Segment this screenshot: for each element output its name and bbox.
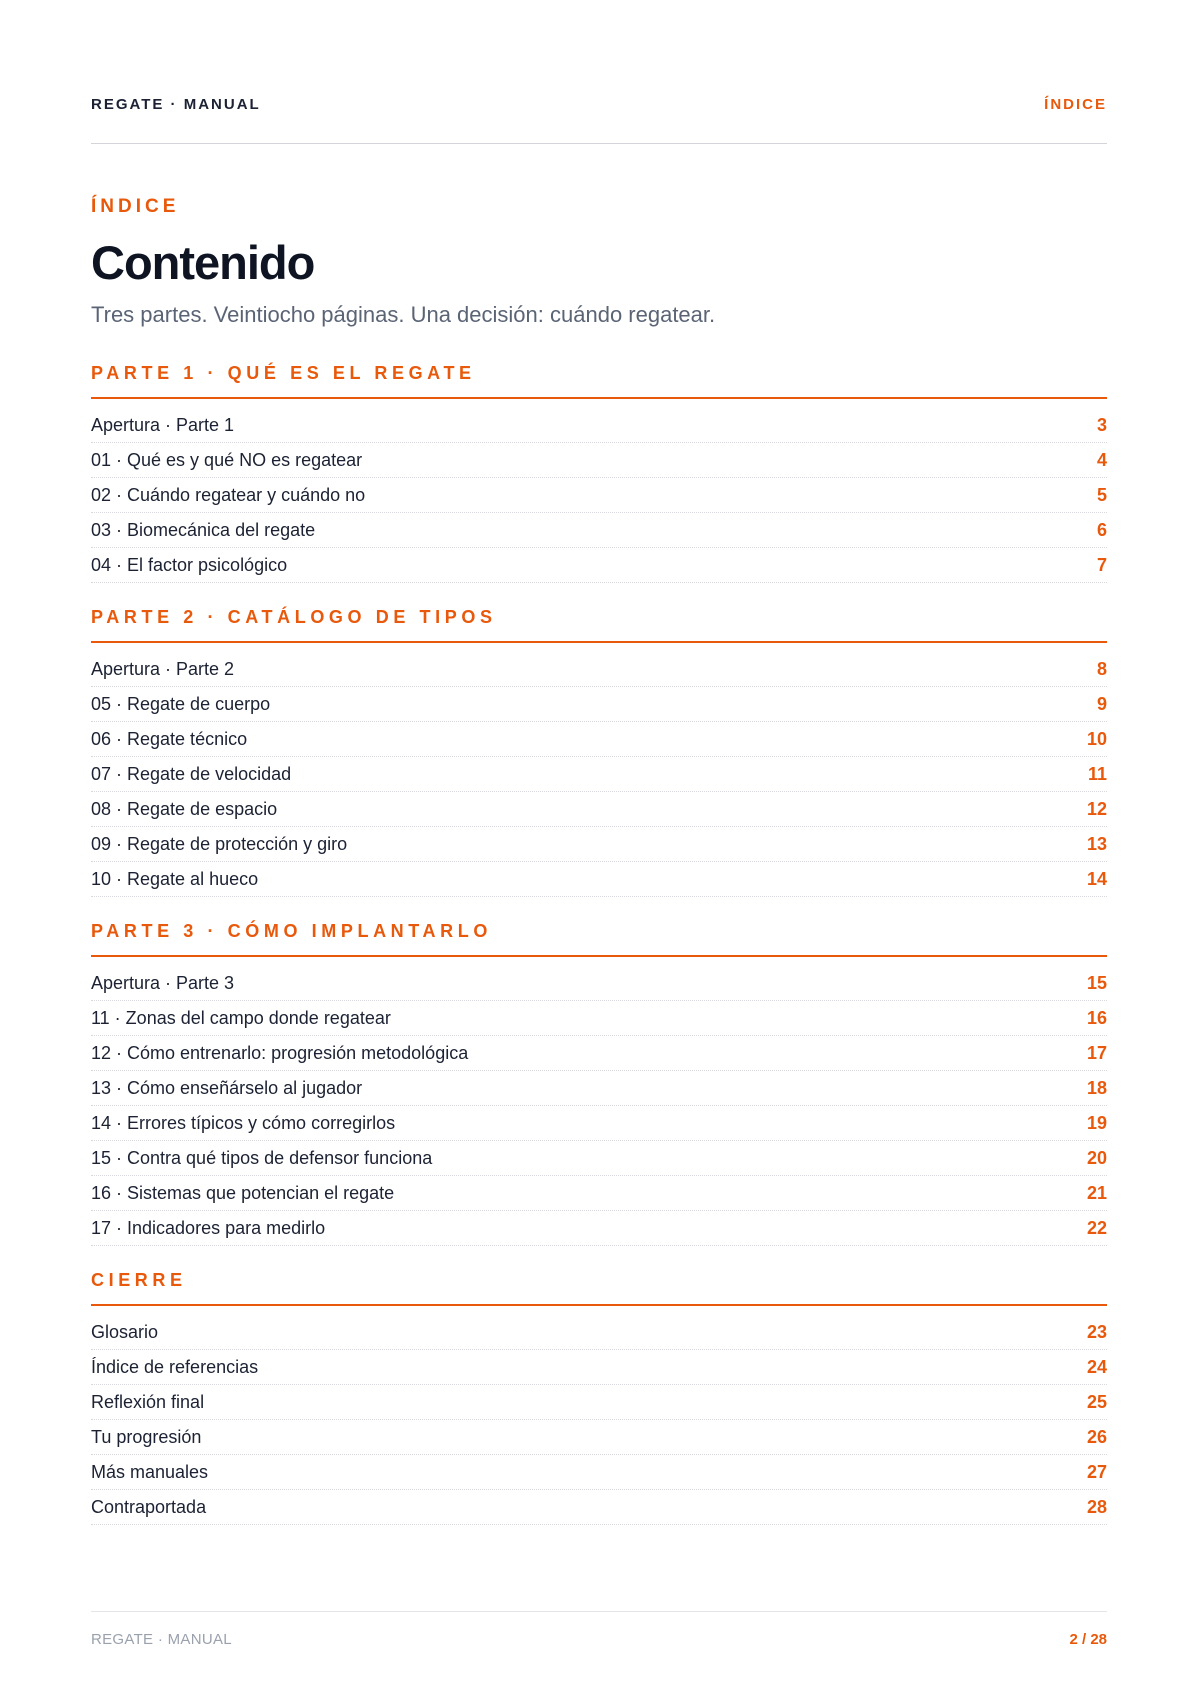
document-page	[91, 0, 1107, 1685]
page-number: 2 / 28	[1069, 1631, 1107, 1648]
table-of-contents	[91, 360, 1107, 1546]
toc-entry-label: Glosario	[91, 1321, 159, 1342]
toc-entry-page-number: 3	[1096, 414, 1107, 435]
toc-entry[interactable]	[91, 1036, 1107, 1071]
toc-entry-label: Tu progresión	[91, 1426, 202, 1447]
header-document-title: REGATE · MANUAL	[91, 95, 261, 113]
toc-entry-page-number: 24	[1086, 1356, 1107, 1377]
toc-entry-page-number: 7	[1096, 554, 1107, 575]
toc-section-heading: PARTE 2 · CATÁLOGO DE TIPOS	[91, 604, 1107, 643]
toc-entry-page-number: 19	[1086, 1112, 1107, 1133]
running-header	[91, 94, 1107, 114]
toc-entry-label: 02 · Cuándo regatear y cuándo no	[91, 484, 366, 505]
toc-entry-label: Apertura · Parte 2	[91, 658, 235, 679]
toc-entry-page-number: 11	[1087, 763, 1107, 784]
toc-entry-label: Contraportada	[91, 1496, 207, 1517]
toc-entry[interactable]	[91, 687, 1107, 722]
toc-entry[interactable]	[91, 1001, 1107, 1036]
toc-entry-page-number: 18	[1086, 1077, 1107, 1098]
toc-section	[91, 360, 1107, 583]
toc-entry[interactable]	[91, 722, 1107, 757]
toc-entry[interactable]	[91, 652, 1107, 687]
toc-entry[interactable]	[91, 513, 1107, 548]
page-eyebrow: ÍNDICE	[91, 196, 180, 217]
toc-entry-page-number: 9	[1096, 693, 1107, 714]
toc-entry-label: 07 · Regate de velocidad	[91, 763, 292, 784]
toc-entry-label: 04 · El factor psicológico	[91, 554, 288, 575]
toc-entry[interactable]	[91, 966, 1107, 1001]
toc-entry-page-number: 10	[1086, 728, 1107, 749]
toc-entry-page-number: 14	[1086, 868, 1107, 889]
toc-entry-page-number: 4	[1096, 449, 1107, 470]
toc-entry-label: Más manuales	[91, 1461, 209, 1482]
toc-entry-label: 12 · Cómo entrenarlo: progresión metodológica	[91, 1042, 469, 1063]
toc-entry[interactable]	[91, 1211, 1107, 1246]
toc-section	[91, 1267, 1107, 1525]
toc-section	[91, 604, 1107, 897]
toc-entry-label: 08 · Regate de espacio	[91, 798, 278, 819]
toc-entry-label: Reflexión final	[91, 1391, 205, 1412]
toc-entry-page-number: 27	[1086, 1461, 1107, 1482]
toc-entry[interactable]	[91, 1071, 1107, 1106]
toc-entry[interactable]	[91, 478, 1107, 513]
toc-entry[interactable]	[91, 1420, 1107, 1455]
header-section-name: ÍNDICE	[1044, 95, 1107, 113]
toc-entry[interactable]	[91, 1106, 1107, 1141]
toc-entry-page-number: 6	[1096, 519, 1107, 540]
footer-divider	[91, 1611, 1107, 1612]
toc-entry-label: Apertura · Parte 1	[91, 414, 235, 435]
toc-entry-label: Apertura · Parte 3	[91, 972, 235, 993]
toc-entry-page-number: 17	[1086, 1042, 1107, 1063]
toc-entry[interactable]	[91, 1350, 1107, 1385]
toc-entry[interactable]	[91, 1176, 1107, 1211]
toc-entry[interactable]	[91, 443, 1107, 478]
toc-entry-page-number: 28	[1086, 1496, 1107, 1517]
toc-entry-page-number: 25	[1086, 1391, 1107, 1412]
toc-entry[interactable]	[91, 548, 1107, 583]
toc-entry-label: 05 · Regate de cuerpo	[91, 693, 271, 714]
toc-entry-label: 01 · Qué es y qué NO es regatear	[91, 449, 363, 470]
page-title: Contenido	[91, 236, 315, 289]
toc-section-heading: CIERRE	[91, 1267, 1107, 1306]
toc-entry-label: 03 · Biomecánica del regate	[91, 519, 316, 540]
toc-entry-label: 10 · Regate al hueco	[91, 868, 259, 889]
toc-entry-label: 14 · Errores típicos y cómo corregirlos	[91, 1112, 396, 1133]
toc-entry-page-number: 15	[1086, 972, 1107, 993]
toc-entry-page-number: 26	[1086, 1426, 1107, 1447]
footer-document-title: REGATE · MANUAL	[91, 1631, 232, 1648]
toc-entry[interactable]	[91, 827, 1107, 862]
toc-entry[interactable]	[91, 862, 1107, 897]
toc-entry-page-number: 16	[1086, 1007, 1107, 1028]
toc-entry-page-number: 12	[1086, 798, 1107, 819]
page-subtitle: Tres partes. Veintiocho páginas. Una decisión: cuándo regatear.	[91, 302, 716, 327]
toc-entry[interactable]	[91, 1455, 1107, 1490]
toc-entry-label: 06 · Regate técnico	[91, 728, 248, 749]
toc-entry-page-number: 13	[1086, 833, 1107, 854]
toc-section	[91, 918, 1107, 1246]
toc-entry-label: Índice de referencias	[91, 1356, 259, 1377]
toc-entry[interactable]	[91, 408, 1107, 443]
toc-entry-label: 13 · Cómo enseñárselo al jugador	[91, 1077, 363, 1098]
toc-entry-page-number: 5	[1096, 484, 1107, 505]
toc-entry-page-number: 21	[1086, 1182, 1107, 1203]
toc-entry-label: 15 · Contra qué tipos de defensor funciona	[91, 1147, 433, 1168]
toc-entry[interactable]	[91, 1490, 1107, 1525]
toc-entry[interactable]	[91, 1315, 1107, 1350]
toc-entry-label: 11 · Zonas del campo donde regatear	[91, 1007, 391, 1028]
toc-entry-page-number: 8	[1096, 658, 1107, 679]
toc-entry-label: 16 · Sistemas que potencian el regate	[91, 1182, 395, 1203]
toc-entry-page-number: 20	[1086, 1147, 1107, 1168]
toc-section-heading: PARTE 3 · CÓMO IMPLANTARLO	[91, 918, 1107, 957]
toc-section-heading: PARTE 1 · QUÉ ES EL REGATE	[91, 360, 1107, 399]
toc-entry[interactable]	[91, 1385, 1107, 1420]
toc-entry-page-number: 23	[1086, 1321, 1107, 1342]
header-divider	[91, 143, 1107, 144]
toc-entry[interactable]	[91, 792, 1107, 827]
toc-entry-page-number: 22	[1086, 1217, 1107, 1238]
toc-entry-label: 17 · Indicadores para medirlo	[91, 1217, 326, 1238]
toc-entry[interactable]	[91, 757, 1107, 792]
toc-entry-label: 09 · Regate de protección y giro	[91, 833, 348, 854]
toc-entry[interactable]	[91, 1141, 1107, 1176]
running-footer	[91, 1631, 1107, 1648]
